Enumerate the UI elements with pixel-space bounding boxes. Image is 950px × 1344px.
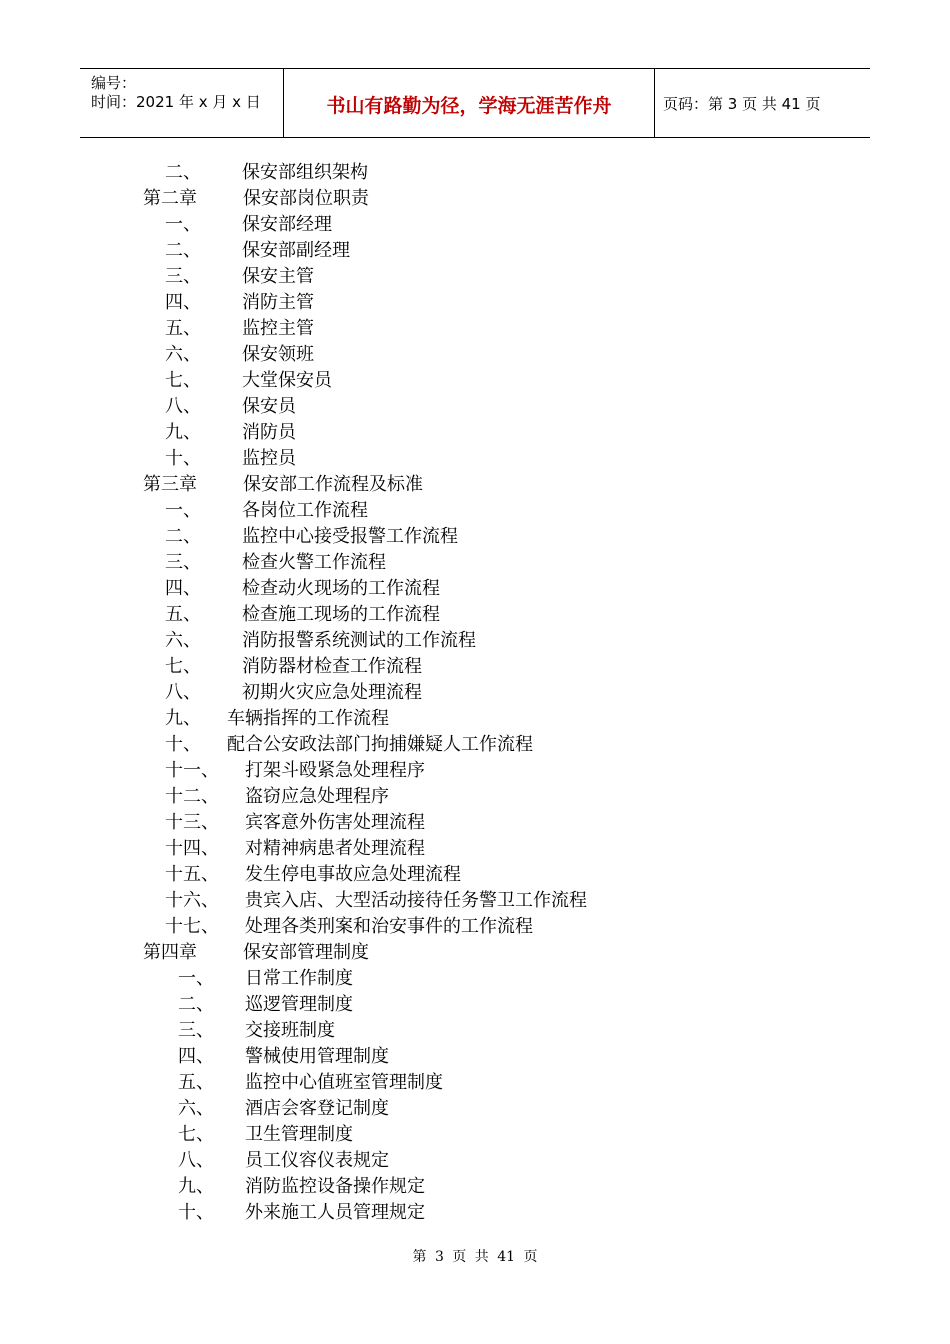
toc-item-number: 九、 [165, 422, 201, 443]
toc-item-number: 六、 [178, 1098, 214, 1119]
toc-item-number: 一、 [165, 214, 201, 235]
toc-item-title: 保安部经理 [242, 214, 332, 235]
toc-item-title: 保安部副经理 [242, 240, 350, 261]
header-meta-cell [80, 69, 284, 137]
toc-item-title: 警械使用管理制度 [245, 1046, 389, 1067]
toc-item-number: 十六、 [165, 890, 219, 911]
toc-item-title: 卫生管理制度 [245, 1124, 353, 1145]
toc-item-number: 八、 [165, 396, 201, 417]
header-page-cell [655, 69, 870, 137]
toc-item-number: 十一、 [165, 760, 219, 781]
toc-item-number: 十、 [178, 1202, 214, 1223]
toc-item-number: 第二章 [143, 188, 197, 209]
toc-item-number: 十五、 [165, 864, 219, 885]
toc-item-number: 十七、 [165, 916, 219, 937]
document-date: 时间：2021 年 x 月 x 日 [91, 93, 261, 111]
toc-item-number: 三、 [165, 552, 201, 573]
toc-item-number: 一、 [165, 500, 201, 521]
toc-item-number: 八、 [165, 682, 201, 703]
toc-item-title: 监控主管 [242, 318, 314, 339]
toc-item-title: 发生停电事故应急处理流程 [245, 864, 461, 885]
toc-item-number: 二、 [165, 240, 201, 261]
toc-item-title: 保安部岗位职责 [243, 188, 369, 209]
toc-item-number: 四、 [165, 578, 201, 599]
toc-item-number: 十二、 [165, 786, 219, 807]
toc-item-title: 车辆指挥的工作流程 [227, 708, 389, 729]
toc-item-number: 九、 [178, 1176, 214, 1197]
toc-item-title: 宾客意外伤害处理流程 [245, 812, 425, 833]
toc-item-number: 二、 [165, 162, 201, 183]
toc-item-title: 保安员 [242, 396, 296, 417]
toc-item-number: 九、 [165, 708, 201, 729]
page-footer: 第 3 页 共 41 页 [412, 1249, 538, 1265]
document-code: 编号： [91, 74, 137, 92]
toc-item-title: 对精神病患者处理流程 [245, 838, 425, 859]
toc-item-title: 检查动火现场的工作流程 [242, 578, 440, 599]
toc-item-title: 保安部组织架构 [242, 162, 368, 183]
toc-item-number: 十三、 [165, 812, 219, 833]
toc-item-title: 监控中心接受报警工作流程 [242, 526, 458, 547]
toc-item-title: 交接班制度 [245, 1020, 335, 1041]
toc-item-title: 配合公安政法部门拘捕嫌疑人工作流程 [227, 734, 533, 755]
header-page-number: 页码：第 3 页 共 41 页 [663, 95, 821, 113]
toc-item-title: 初期火灾应急处理流程 [242, 682, 422, 703]
toc-item-number: 十、 [165, 734, 201, 755]
toc-item-number: 十四、 [165, 838, 219, 859]
toc-item-title: 打架斗殴紧急处理程序 [245, 760, 425, 781]
toc-item-title: 保安部管理制度 [243, 942, 369, 963]
toc-item-title: 保安部工作流程及标准 [243, 474, 423, 495]
toc-item-number: 七、 [178, 1124, 214, 1145]
toc-item-title: 各岗位工作流程 [242, 500, 368, 521]
toc-item-title: 检查施工现场的工作流程 [242, 604, 440, 625]
toc-item-number: 四、 [178, 1046, 214, 1067]
toc-item-number: 第三章 [143, 474, 197, 495]
toc-item-number: 三、 [178, 1020, 214, 1041]
toc-item-title: 日常工作制度 [245, 968, 353, 989]
toc-item-title: 消防员 [242, 422, 296, 443]
toc-item-title: 外来施工人员管理规定 [245, 1202, 425, 1223]
toc-item-title: 检查火警工作流程 [242, 552, 386, 573]
toc-item-number: 一、 [178, 968, 214, 989]
toc-item-title: 处理各类刑案和治安事件的工作流程 [245, 916, 533, 937]
toc-item-title: 大堂保安员 [242, 370, 332, 391]
toc-item-number: 五、 [165, 604, 201, 625]
toc-item-number: 十、 [165, 448, 201, 469]
toc-item-title: 监控中心值班室管理制度 [245, 1072, 443, 1093]
toc-item-title: 消防监控设备操作规定 [245, 1176, 425, 1197]
toc-item-number: 三、 [165, 266, 201, 287]
toc-item-title: 酒店会客登记制度 [245, 1098, 389, 1119]
toc-item-number: 二、 [165, 526, 201, 547]
toc-item-title: 保安领班 [242, 344, 314, 365]
toc-item-number: 六、 [165, 630, 201, 651]
toc-item-title: 保安主管 [242, 266, 314, 287]
toc-item-title: 盗窃应急处理程序 [245, 786, 389, 807]
toc-item-title: 消防器材检查工作流程 [242, 656, 422, 677]
toc-item-number: 二、 [178, 994, 214, 1015]
toc-item-number: 七、 [165, 370, 201, 391]
toc-item-title: 消防主管 [242, 292, 314, 313]
toc-item-title: 消防报警系统测试的工作流程 [242, 630, 476, 651]
header-motto: 书山有路勤为径，学海无涯苦作舟 [326, 95, 612, 117]
toc-item-title: 员工仪容仪表规定 [245, 1150, 389, 1171]
toc-item-title: 巡逻管理制度 [245, 994, 353, 1015]
toc-item-number: 八、 [178, 1150, 214, 1171]
toc-item-title: 监控员 [242, 448, 296, 469]
toc-item-number: 五、 [178, 1072, 214, 1093]
toc-item-title: 贵宾入店、大型活动接待任务警卫工作流程 [245, 890, 587, 911]
page-header [80, 68, 870, 138]
toc-item-number: 四、 [165, 292, 201, 313]
toc-item-number: 六、 [165, 344, 201, 365]
toc-item-number: 第四章 [143, 942, 197, 963]
toc-item-number: 七、 [165, 656, 201, 677]
toc-item-number: 五、 [165, 318, 201, 339]
header-motto-cell [284, 69, 655, 137]
